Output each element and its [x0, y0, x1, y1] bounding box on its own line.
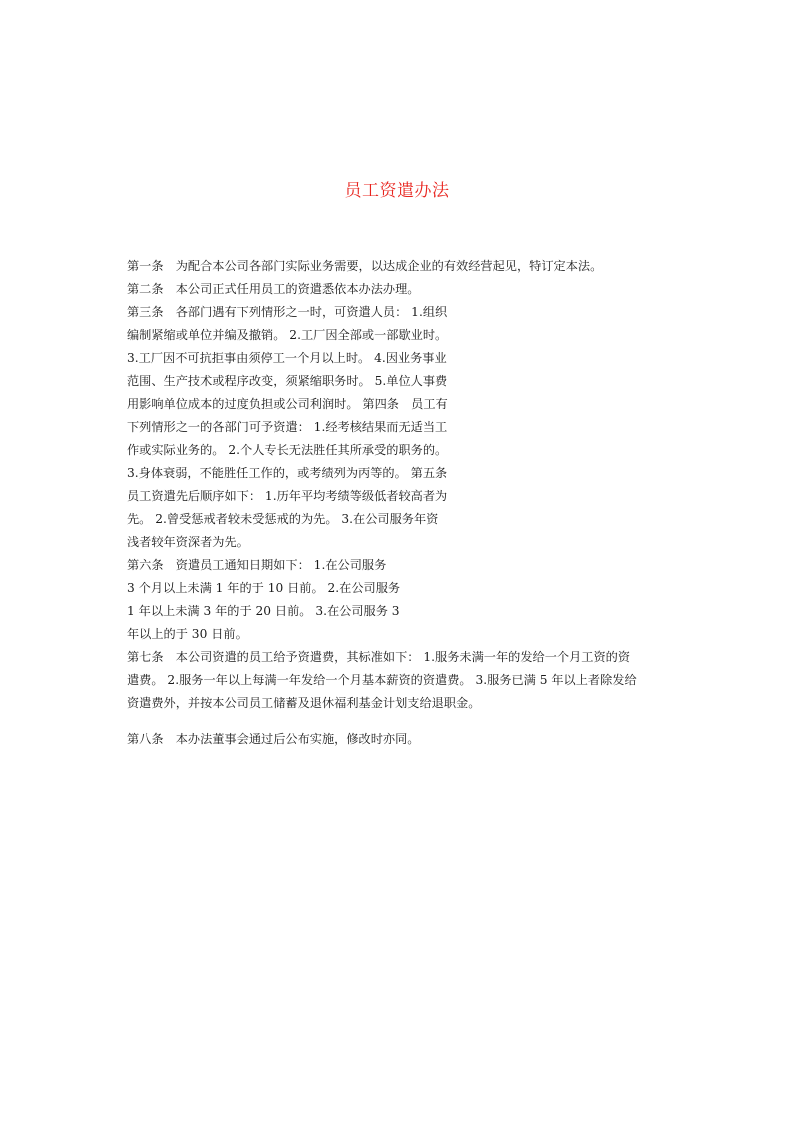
document-body [127, 255, 687, 751]
body-line: 浅者较年资深者为先。 [127, 535, 249, 549]
body-line: 1 年以上未满 3 年的于 20 日前。 3.在公司服务 3 [127, 604, 400, 618]
body-line: 先。 2.曾受惩戒者较未受惩戒的为先。 3.在公司服务年资 [127, 512, 439, 526]
article-8-line: 第八条 本办法董事会通过后公布实施，修改时亦同。 [127, 732, 420, 746]
body-line: 3.身体衰弱，不能胜任工作的，或考绩列为丙等的。 第五条 [127, 466, 448, 480]
body-line: 用影响单位成本的过度负担或公司利润时。 第四条 员工有 [127, 397, 448, 411]
article-3-line: 第三条 各部门遇有下列情形之一时，可资遣人员： 1.组织 [127, 305, 448, 319]
body-line: 员工资遣先后顺序如下： 1.历年平均考绩等级低者较高者为 [127, 489, 448, 503]
article-7-line: 第七条 本公司资遣的员工给予资遣费，其标准如下： 1.服务未满一年的发给一个月工资的资 [127, 650, 631, 664]
body-line: 作或实际业务的。 2.个人专长无法胜任其所承受的职务的。 [127, 443, 448, 457]
body-line: 年以上的于 30 日前。 [127, 627, 248, 641]
document-title: 员工资遣办法 [344, 181, 450, 201]
body-line: 3 个月以上未满 1 年的于 10 日前。 2.在公司服务 [127, 581, 401, 595]
body-line: 3.工厂因不可抗拒事由须停工一个月以上时。 4.因业务事业 [127, 351, 447, 365]
article-1-line: 第一条 为配合本公司各部门实际业务需要，以达成企业的有效经营起见，特订定本法。 [127, 259, 603, 273]
body-line: 遣费。 2.服务一年以上每满一年发给一个月基本薪资的资遣费。 3.服务已满 5 年以上者除发给 [127, 673, 637, 687]
body-line: 资遣费外，并按本公司员工储蓄及退休福利基金计划支给退职金。 [127, 696, 481, 710]
article-6-line: 第六条 资遣员工通知日期如下： 1.在公司服务 [127, 558, 387, 572]
article-2-line: 第二条 本公司正式任用员工的资遣悉依本办法办理。 [127, 282, 420, 296]
paragraph-gap [127, 715, 687, 728]
body-line: 下列情形之一的各部门可予资遣： 1.经考核结果而无适当工 [127, 420, 448, 434]
body-line: 范围、生产技术或程序改变，须紧缩职务时。 5.单位人事费 [127, 374, 448, 388]
body-line: 编制紧缩或单位并编及撤销。 2.工厂因全部或一部歇业时。 [127, 328, 448, 342]
